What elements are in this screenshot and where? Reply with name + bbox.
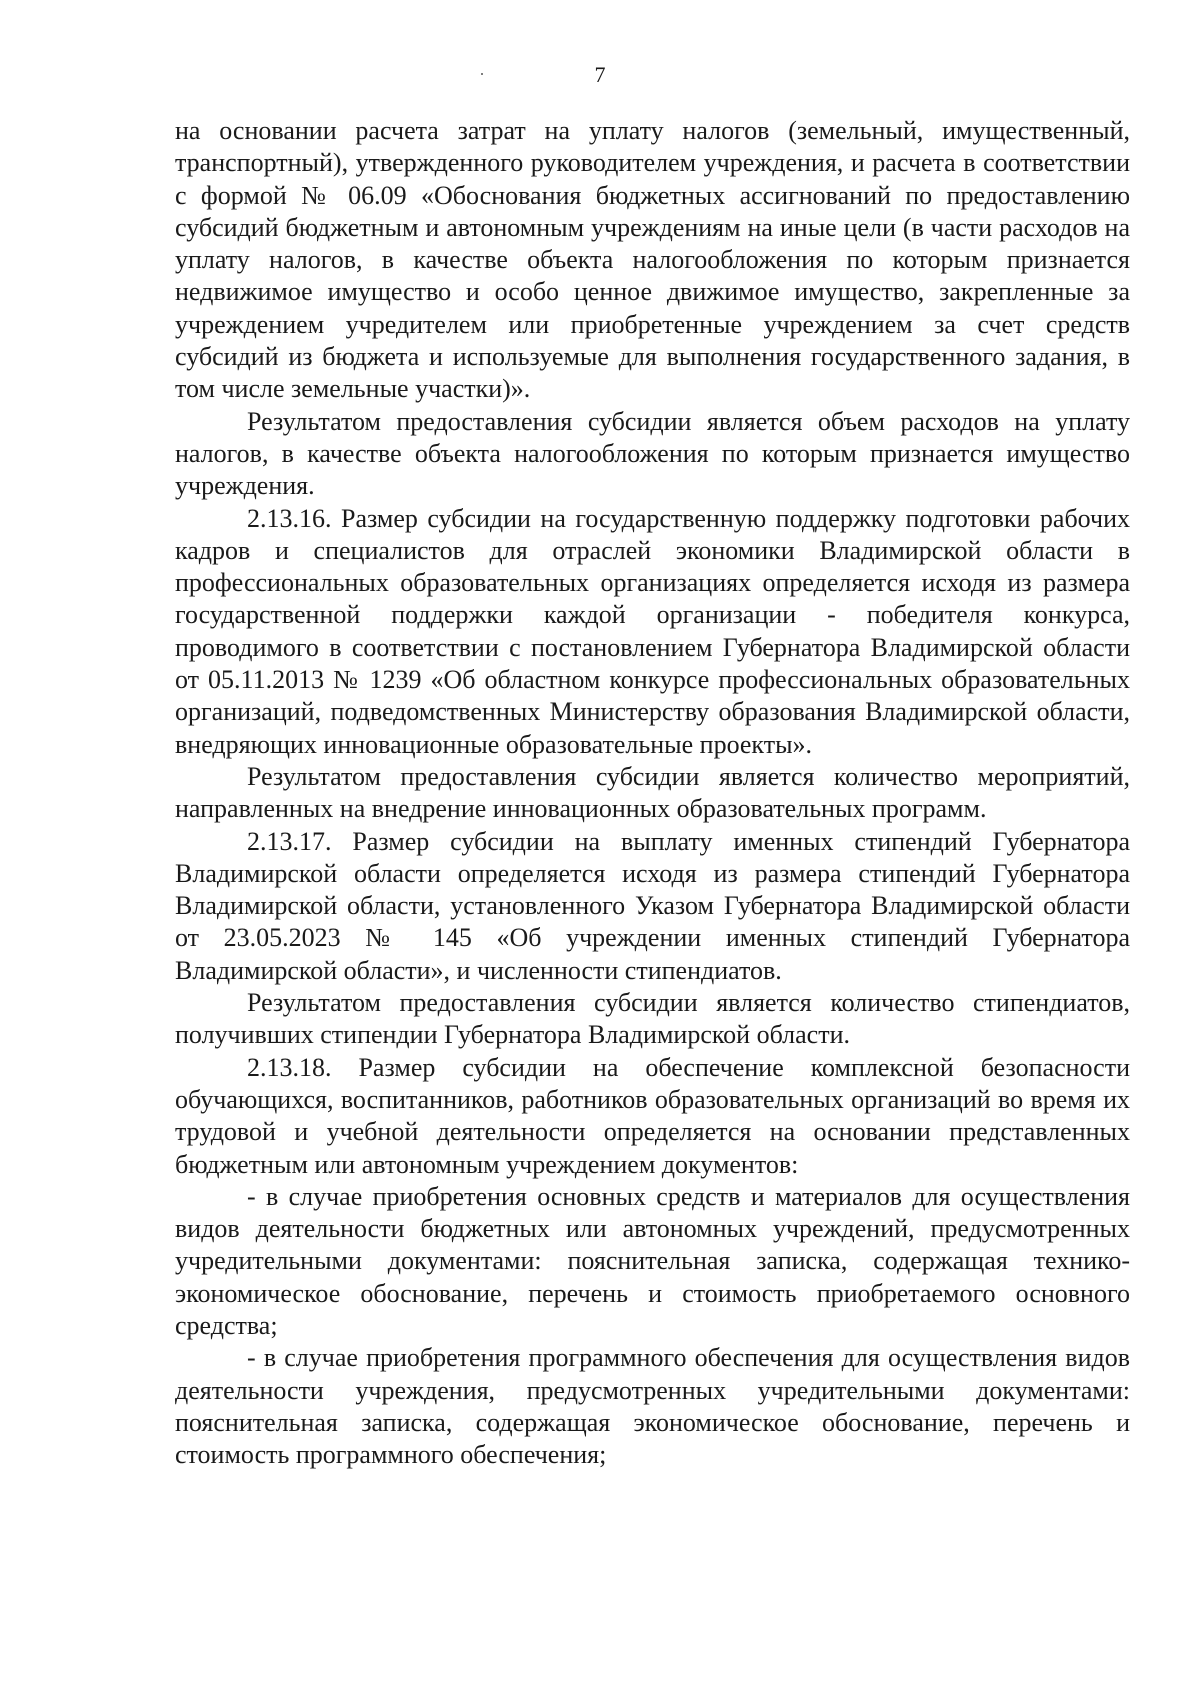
list-item-fixed-assets: - в случае приобретения основных средств и материалов для осуществления видов деятельности бюджетных или автономных учреждений, предусмотренных учредительными документами: пояснительная записка, содержащая технико-экономическое обоснование, перечень и стоимость приобретаемого основного средства; (175, 1181, 1130, 1340)
document-body (175, 115, 1130, 1471)
paragraph-tax-subsidy-result: Результатом предоставления субсидии является объем расходов на уплату налогов, в качестве объекта налогообложения по которым признается имущество учреждения. (175, 406, 1130, 501)
paragraph-clause-2-13-18: 2.13.18. Размер субсидии на обеспечение комплексной безопасности обучающихся, воспитанников, работников образовательных организаций во время их трудовой и учебной деятельности определяется на основании представленных бюджетным или автономным учреждением документов: (175, 1052, 1130, 1179)
page-number: 7 (594, 62, 606, 87)
scan-artifact-dot (481, 73, 483, 75)
paragraph-clause-2-13-16: 2.13.16. Размер субсидии на государственную поддержку подготовки рабочих кадров и специалистов для отраслей экономики Владимирской области в профессиональных образовательных организациях определяется исходя из размера государственной поддержки каждой организации - победителя конкурса, проводимого в соответствии с постановлением Губернатора Владимирской области от 05.11.2013 № 1239 «Об областном конкурсе профессиональных образовательных организаций, подведомственных Министерству образования Владимирской области, внедряющих инновационные образовательные проекты». (175, 503, 1130, 759)
list-item-software: - в случае приобретения программного обеспечения для осуществления видов деятельности учреждения, предусмотренных учредительными документами: пояснительная записка, содержащая экономическое обоснование, перечень и стоимость программного обеспечения; (175, 1343, 1130, 1470)
paragraph-tax-calculation-basis: на основании расчета затрат на уплату налогов (земельный, имущественный, транспортный), утвержденного руководителем учреждения, и расчета в соответствии с формой № 06.09 «Обоснования бюджетных ассигнований по предоставлению субсидий бюджетным и автономным учреждениям на иные цели (в части расходов на уплату налогов, в качестве объекта налогообложения по которым признается недвижимое имущество и особо ценное движимое имущество, закрепленные за учреждением учредителем или приобретенные учреждением за счет средств субсидий из бюджета и используемые для выполнения государственного задания, в том числе земельные участки)». (175, 116, 1130, 404)
paragraph-clause-2-13-17: 2.13.17. Размер субсидии на выплату именных стипендий Губернатора Владимирской области определяется исходя из размера стипендий Губернатора Владимирской области, установленного Указом Губернатора Владимирской области от 23.05.2023 № 145 «Об учреждении именных стипендий Губернатора Владимирской области», и численности стипендиатов. (175, 826, 1130, 985)
paragraph-scholarship-result: Результатом предоставления субсидии является количество стипендиатов, получивших стипендии Губернатора Владимирской области. (175, 988, 1130, 1050)
paragraph-innovation-result: Результатом предоставления субсидии является количество мероприятий, направленных на внедрение инновационных образовательных программ. (175, 761, 1130, 824)
